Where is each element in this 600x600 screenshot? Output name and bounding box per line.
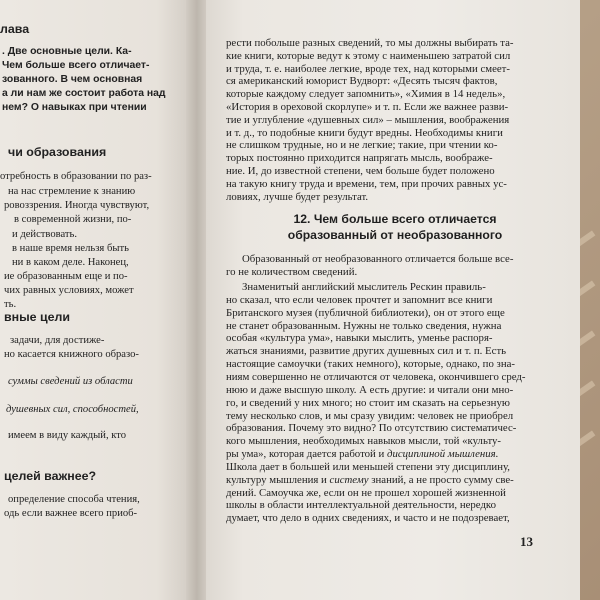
text-line: [226, 320, 564, 333]
text-run: но сказал, что если человек прочтет и запомнит все книги: [226, 293, 493, 306]
left-page-line: а ли нам же состоит работа над: [2, 88, 166, 99]
text-run: жаться знаниями, развитие других душевных сил и т. п. Есть: [226, 345, 507, 358]
left-page-line: одь если важнее всего приоб-: [4, 508, 138, 519]
text-line: [226, 281, 564, 294]
left-page-line: суммы сведений из области: [8, 376, 133, 387]
left-page-line: душевных сил, способностей,: [6, 404, 139, 415]
text-line: го не количеством сведений.: [226, 266, 358, 278]
text-run: дений. Самоучка же, если он не прошел хорошей жизненной: [226, 486, 506, 499]
left-page-line: чих равных условиях, может: [4, 285, 134, 296]
text-run: ниям совершенно не отличаются от человека, окончившего сред-: [226, 370, 526, 383]
text-run: особая «культура ума», навыки мыслить, уменье распоря-: [226, 332, 493, 345]
text-run: го, и сведений у них много; но стоит им сказать на серьезную: [226, 396, 510, 409]
left-page-line: ни в каком деле. Наконец,: [12, 257, 129, 268]
text-line: Образованный от необразованного отличается больше все-: [242, 253, 514, 265]
text-line: [226, 448, 564, 461]
text-line: [226, 384, 564, 397]
left-page-line: в наше время нельзя быть: [12, 243, 129, 254]
left-page-line: ие образованным еще и по-: [4, 271, 128, 282]
left-page-line: Чем больше всего отличает-: [2, 60, 150, 71]
left-page-line: на нас стремление к знанию: [8, 186, 136, 197]
text-line: не слишком трудные, но и не легкие; такие, при чтении ко-: [226, 139, 498, 152]
left-page: [0, 0, 196, 600]
text-line: ся американский юморист Вудворт: «Десять тысяч фактов,: [226, 75, 498, 88]
text-line: ние. И, до известной степени, чем больше будет положено: [226, 165, 495, 177]
text-line: [226, 422, 564, 435]
text-line: [226, 461, 564, 474]
text-run: не станет образованным. Нужны не только сведения, нужна: [226, 319, 502, 332]
left-page-line: целей важнее?: [4, 469, 97, 483]
text-line: и труда, т. е. наиболее легкие, вроде тех, над которыми смеет-: [226, 62, 510, 75]
left-page-line: лава: [0, 22, 30, 36]
text-run: образования. Почему это видно? По отсутствию систематичес-: [226, 422, 517, 435]
text-line: [226, 358, 564, 371]
left-page-line: имеем в виду каждый, кто: [8, 430, 127, 441]
text-line: [226, 499, 564, 512]
text-run: думает, что дело в одних сведениях, и часто и не подозревает,: [226, 512, 510, 525]
left-page-line: и действовать.: [12, 229, 78, 240]
text-line: [226, 307, 564, 320]
text-run: Школа дает в большей или меньшей степени эту дисциплину,: [226, 460, 511, 473]
text-run: нюю и даже высшую школу. А есть другие: и читали они мно-: [226, 383, 514, 396]
section-heading-line-1: 12. Чем больше всего отличается: [293, 212, 497, 226]
left-page-line: но касается книжного образо-: [4, 349, 139, 360]
text-line: [226, 474, 564, 487]
text-line: которые каждому следует запомнить», «Химия в 14 недель»,: [226, 88, 506, 101]
text-run: тему несколько слов, и мы сразу увидим: человек не приобрел: [226, 409, 514, 422]
left-page-line: нем? О навыках при чтении: [2, 102, 147, 113]
text-line: [226, 371, 564, 384]
text-run: Знаменитый английский мыслитель Рескин правиль-: [242, 281, 486, 293]
text-line: [226, 294, 564, 307]
text-run: Британского музея (публичной библиотеки), он от этого еще: [226, 306, 505, 319]
left-page-line: задачи, для достиже-: [10, 335, 105, 346]
text-line: [226, 435, 564, 448]
left-page-line: ровоззрения. Иногда чувствуют,: [4, 200, 150, 211]
text-line: торых постоянно приходится напрягать мысль, воображе-: [226, 152, 493, 165]
text-run: ры ума», которая дается работой и: [226, 448, 387, 461]
left-page-line: ть.: [4, 299, 17, 310]
left-page-line: отребность в образовании по раз-: [0, 171, 152, 182]
text-line: [226, 487, 564, 500]
text-run: школы в области интеллектуальной деятельности, нередко: [226, 499, 497, 512]
section-heading-line-2: образованный от необразованного: [287, 228, 503, 242]
left-page-line: чи образования: [8, 145, 107, 159]
page-number: 13: [520, 534, 533, 549]
italic-run: дисциплиной мышления.: [387, 448, 499, 461]
text-line: тие и углубление «душевных сил» – мышления, воображения: [226, 113, 510, 126]
right-page: [206, 0, 580, 600]
text-line: [226, 332, 564, 345]
left-page-line: зованного. В чем основная: [2, 74, 143, 85]
text-run: кого мышления, необходимых навыков мысли, той «культу-: [226, 435, 502, 448]
left-page-line: . Две основные цели. Ка-: [2, 46, 132, 57]
text-line: «История в ореховой скорлупе» и т. п. Если же важнее разви-: [226, 101, 509, 113]
italic-run: систему: [329, 473, 369, 486]
text-line: рести побольше разных сведений, то мы должны выбирать та-: [226, 37, 514, 49]
text-line: [226, 512, 564, 525]
text-run: знаний, а не просто сумму све-: [368, 473, 514, 486]
text-line: [226, 410, 564, 423]
left-page-line: вные цели: [4, 310, 71, 324]
left-page-line: определение способа чтения,: [8, 494, 140, 505]
left-page-line: в современной жизни, по-: [14, 214, 132, 225]
text-line: ловиях, лучше будет результат.: [226, 190, 369, 203]
text-line: [226, 345, 564, 358]
text-run: настоящие самоучки (таких немного), которые, однако, по зна-: [226, 358, 515, 371]
text-line: на такую книгу труда и времени, тем, при прочих равных ус-: [226, 177, 507, 190]
text-line: кие книги, которые ведут к этому с наименьшею затратой сил: [226, 49, 511, 62]
text-run: культуру мышления и: [226, 473, 330, 486]
text-line: и т. д., то подобные книги будут вредны. Необходимы книги: [226, 126, 503, 139]
text-line: [226, 397, 564, 410]
